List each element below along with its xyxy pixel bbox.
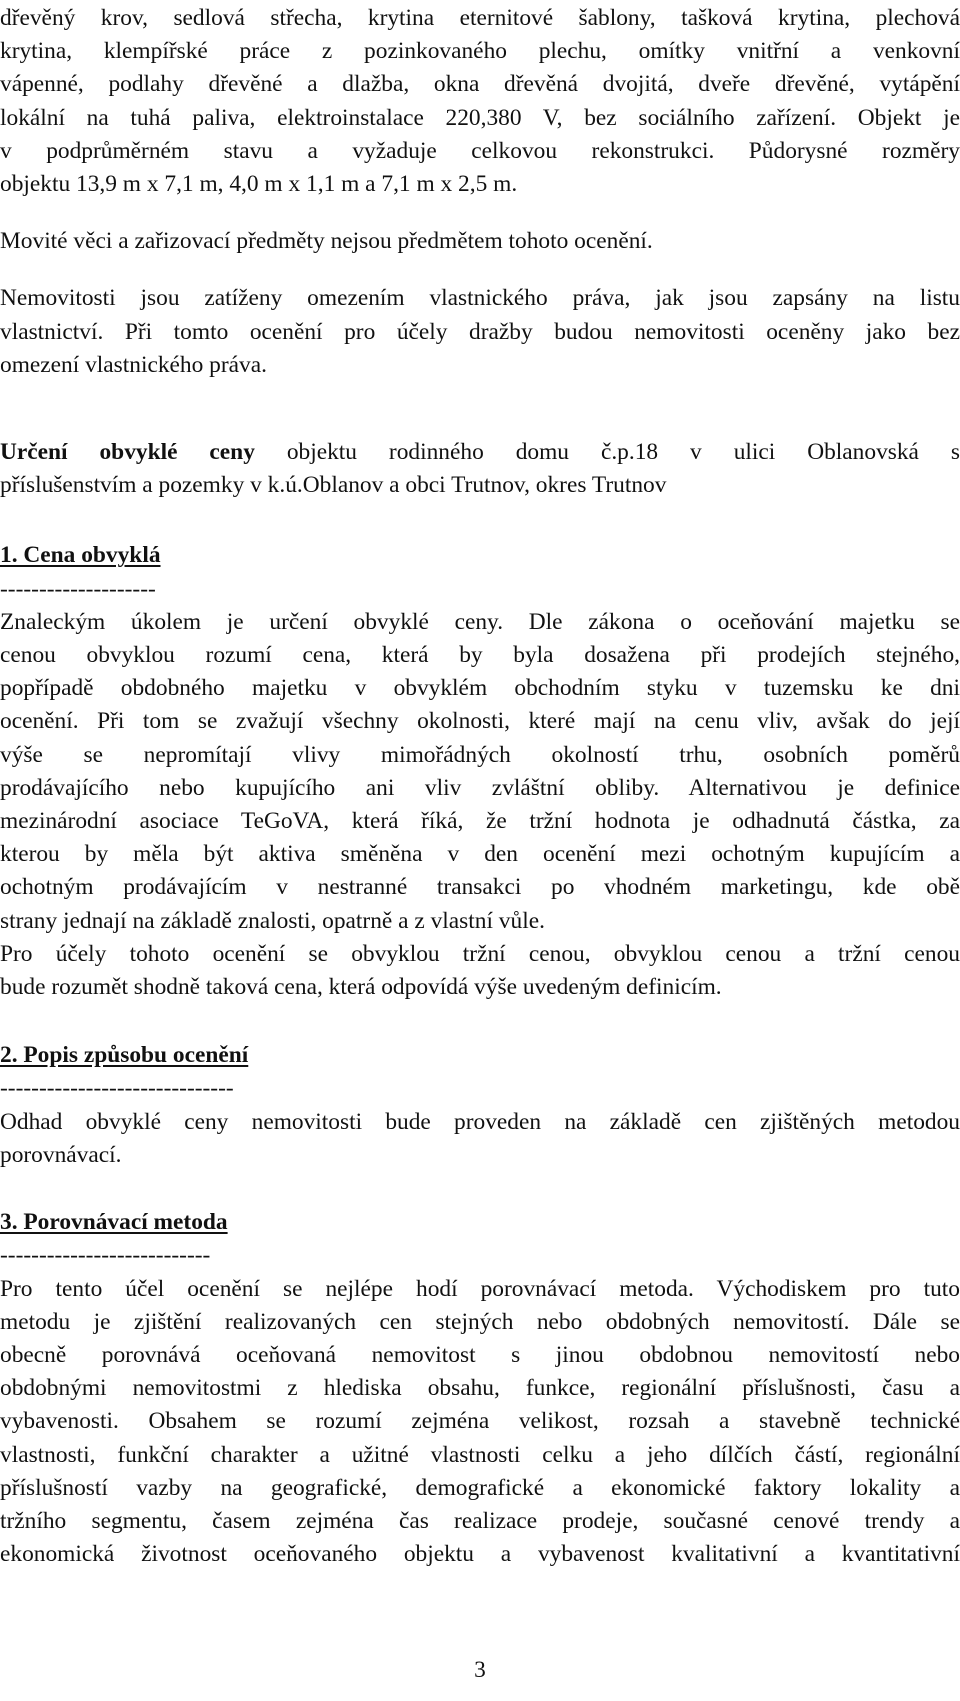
text-line: ekonomická životnost oceňovaného objektu a vybavenost kvalitativní a kvantitativní: [0, 1541, 960, 1568]
text-line: ochotným prodávajícím v nestranné transakci po vhodném marketingu, kde obě: [0, 874, 960, 901]
text-line: vlastnictví. Při tomto ocenění pro účely dražby budou nemovitosti oceněny jako bez: [0, 318, 960, 345]
text-line: tržního segmentu, časem zejména čas realizace prodeje, současné cenové trendy a: [0, 1507, 960, 1534]
determination-paragraph: [0, 436, 960, 502]
text-line: prodávajícího nebo kupujícího ani vliv zvláštní obliby. Alternativou je definice: [0, 774, 960, 801]
text-line: dřevěný krov, sedlová střecha, krytina eternitové šablony, tašková krytina, plechová: [0, 5, 960, 31]
section-popis-zpusobu-oceneni: [0, 1039, 960, 1172]
text-line: cenou obvyklou rozumí cena, která by byla dosažena při prodejích stejného,: [0, 642, 960, 669]
section-cena-obvykla: [0, 539, 960, 1004]
section-heading: 1. Cena obvyklá: [0, 542, 161, 569]
text-line: mezinárodní asociace TeGoVA, která říká, že tržní hodnota je odhadnutá částka, za: [0, 808, 960, 835]
text-line: metodu je zjištění realizovaných cen stejných nebo obdobných nemovitostí. Dále se: [0, 1308, 960, 1335]
text-line: příslušenstvím a pozemky v k.ú.Oblanov a obci Trutnov, okres Trutnov: [0, 472, 667, 499]
text-line: porovnávací.: [0, 1141, 122, 1168]
determination-bold-prefix: Určení obvyklé ceny: [0, 439, 255, 466]
text-line: vápenné, podlahy dřevěné a dlažba, okna dřevěná dvojitá, dveře dřevěné, vytápění: [0, 71, 960, 98]
section-porovnavaci-metoda: [0, 1206, 960, 1571]
text-line: vybavenosti. Obsahem se rozumí zejména velikost, rozsah a stavebně technické: [0, 1408, 960, 1435]
determination-line1-rest: objektu rodinného domu č.p.18 v ulici Oblanovská s: [254, 439, 960, 466]
section-heading: 2. Popis způsobu ocenění: [0, 1042, 249, 1069]
text-line: bude rozumět shodně taková cena, která odpovídá výše uvedeným definicím.: [0, 974, 722, 1001]
text-line: Odhad obvyklé ceny nemovitosti bude proveden na základě cen zjištěných metodou: [0, 1108, 960, 1135]
text-line: příslušností vazby na geografické, demografické a ekonomické faktory lokality a: [0, 1474, 960, 1501]
section-dash-rule: --------------------: [0, 575, 156, 602]
section-heading: 3. Porovnávací metoda: [0, 1209, 228, 1236]
text-line: [0, 436, 960, 469]
text-line: popřípadě obdobného majetku v obvyklém obchodním styku v tuzemsku ke dni: [0, 675, 960, 702]
text-line: krytina, klempířské práce z pozinkovaného plechu, omítky vnitřní a venkovní: [0, 38, 960, 65]
text-line: omezení vlastnického práva.: [0, 351, 267, 378]
text-line: výše se nepromítají vlivy mimořádných okolností trhu, osobních poměrů: [0, 741, 960, 768]
text-line: Znaleckým úkolem je určení obvyklé ceny. Dle zákona o oceňování majetku se: [0, 608, 960, 635]
text-line: ocenění. Při tom se zvažují všechny okolnosti, které mají na cenu vliv, avšak do její: [0, 708, 960, 735]
text-line: obecně porovnává oceňovaná nemovitost s jinou obdobnou nemovitostí nebo: [0, 1341, 960, 1368]
text-line: Pro tento účel ocenění se nejlépe hodí porovnávací metoda. Východiskem pro tuto: [0, 1275, 960, 1302]
intro-paragraph-1: [0, 2, 960, 201]
page-content: [0, 2, 960, 1571]
section-dash-rule: ------------------------------: [0, 1075, 234, 1102]
text-line: v podprůměrném stavu a vyžaduje celkovou rekonstrukci. Půdorysné rozměry: [0, 137, 960, 164]
text-line: vlastnosti, funkční charakter a užitné vlastnosti celku a jeho dílčích částí, regionální: [0, 1441, 960, 1468]
text-line: objektu 13,9 m x 7,1 m, 4,0 m x 1,1 m a 7,1 m x 2,5 m.: [0, 171, 518, 198]
text-line: Pro účely tohoto ocenění se obvyklou tržní cenou, obvyklou cenou a tržní cenou: [0, 940, 960, 967]
intro-paragraph-3: [0, 282, 960, 382]
text-line: lokální na tuhá paliva, elektroinstalace 220,380 V, bez sociálního zařízení. Objekt je: [0, 104, 960, 131]
text-line: strany jednají na základě znalosti, opatrně a z vlastní vůle.: [0, 907, 545, 934]
section-dash-rule: ---------------------------: [0, 1242, 211, 1269]
text-line: obdobnými nemovitostmi z hlediska obsahu, funkce, regionální příslušnosti, času a: [0, 1375, 960, 1402]
page-number: 3: [474, 1657, 486, 1683]
text-line: kterou by měla být aktiva směněna v den ocenění mezi ochotným kupujícím a: [0, 841, 960, 868]
text-line: Nemovitosti jsou zatíženy omezením vlastnického práva, jak jsou zapsány na listu: [0, 285, 960, 312]
intro-paragraph-2: Movité věci a zařizovací předměty nejsou předmětem tohoto ocenění.: [0, 228, 653, 255]
